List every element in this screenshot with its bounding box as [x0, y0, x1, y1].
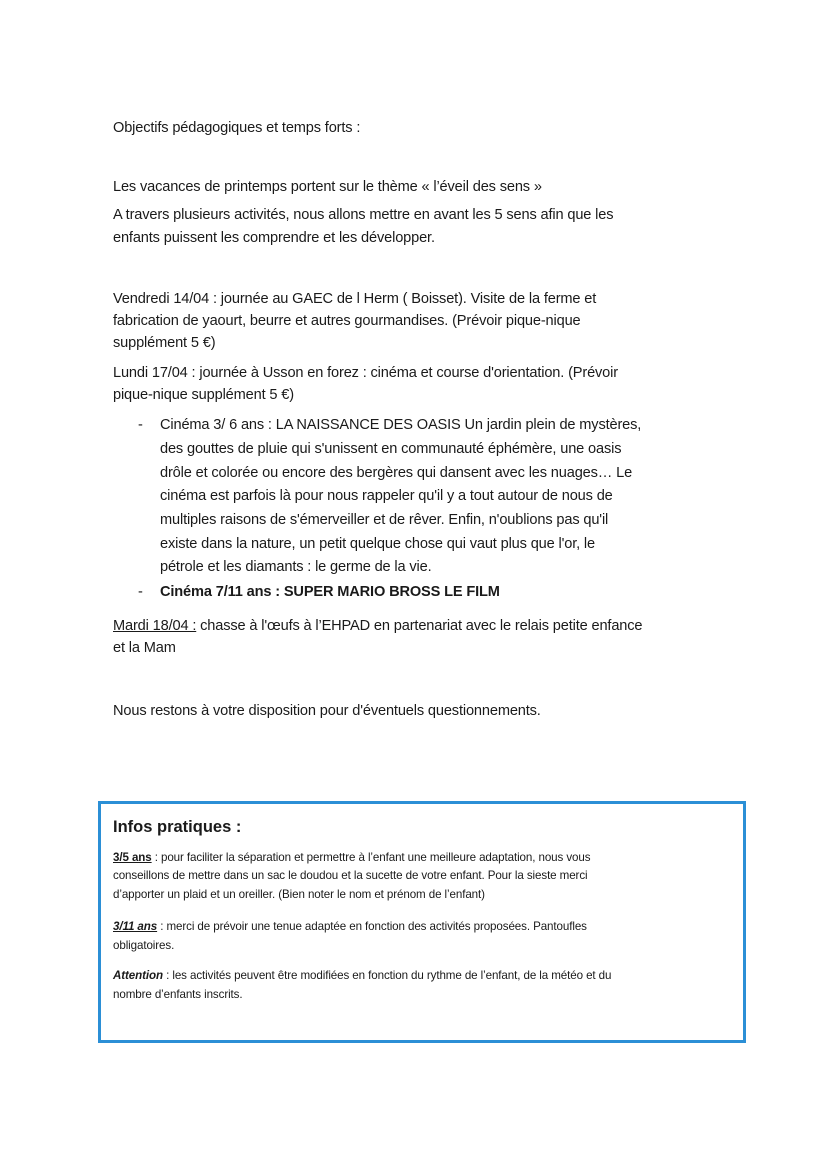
- cinema1-line: existe dans la nature, un petit quelque chose qui vaut plus que l'or, le: [160, 536, 595, 552]
- bullet-dash: -: [138, 417, 143, 433]
- lundi-line: pique-nique supplément 5 €): [113, 387, 294, 403]
- intro-line: enfants puissent les comprendre et les développer.: [113, 230, 435, 246]
- infos-line: obligatoires.: [113, 939, 175, 952]
- cinema1-line: des gouttes de pluie qui s'unissent en communauté éphémère, une oasis: [160, 441, 622, 457]
- infos-line: d’apporter un plaid et un oreiller. (Bien noter le nom et prénom de l’enfant): [113, 888, 485, 901]
- cinema2-line: Cinéma 7/11 ans : SUPER MARIO BROSS LE FILM: [160, 584, 500, 600]
- infos-line: conseillons de mettre dans un sac le doudou et la sucette de votre enfant. Pour la sieste merci: [113, 869, 588, 882]
- infos-line: [113, 849, 590, 867]
- theme-text: Les vacances de printemps portent sur le thème « l’éveil des sens »: [113, 179, 542, 195]
- bullet-dash: -: [138, 584, 143, 600]
- cinema1-line: pétrole et les diamants : le germe de la vie.: [160, 559, 432, 575]
- infos-line: [113, 967, 611, 985]
- closing-text: Nous restons à votre disposition pour d'éventuels questionnements.: [113, 703, 541, 719]
- cinema1-line: multiples raisons de s'émerveiller et de rêver. Enfin, n'oublions pas qu'il: [160, 512, 609, 528]
- label-3-11: 3/11 ans: [113, 920, 158, 933]
- cinema1-line: Cinéma 3/ 6 ans : LA NAISSANCE DES OASIS Un jardin plein de mystères,: [160, 417, 642, 433]
- lundi-line: Lundi 17/04 : journée à Usson en forez : cinéma et course d'orientation. (Prévoir: [113, 365, 618, 381]
- label-3-5: 3/5 ans: [113, 851, 152, 864]
- cinema1-line: cinéma est parfois là pour nous rappeler qu'il y a tout autour de nous de: [160, 488, 613, 504]
- mardi-text: chasse à l'œufs à l’EHPAD en partenariat avec le relais petite enfance: [196, 618, 643, 634]
- infos-text: : les activités peuvent être modifiées en fonction du rythme de l’enfant, de la météo et du: [162, 969, 612, 982]
- infos-line: nombre d’enfants inscrits.: [113, 988, 243, 1001]
- vendredi-line: supplément 5 €): [113, 335, 216, 351]
- infos-title: Infos pratiques :: [113, 818, 242, 836]
- mardi-line: et la Mam: [113, 640, 176, 656]
- infos-text: : pour faciliter la séparation et permettre à l’enfant une meilleure adaptation, nous vous: [151, 851, 591, 864]
- infos-pratiques-box: [98, 801, 746, 1043]
- heading: Objectifs pédagogiques et temps forts :: [113, 120, 361, 136]
- infos-line: [113, 918, 587, 936]
- mardi-label: Mardi 18/04 :: [113, 618, 197, 634]
- vendredi-line: fabrication de yaourt, beurre et autres gourmandises. (Prévoir pique-nique: [113, 313, 581, 329]
- cinema1-line: drôle et colorée ou encore des bergères qui dansent avec les nuages… Le: [160, 465, 633, 481]
- infos-text: : merci de prévoir une tenue adaptée en fonction des activités proposées. Pantoufles: [157, 920, 587, 933]
- vendredi-line: Vendredi 14/04 : journée au GAEC de l Herm ( Boisset). Visite de la ferme et: [113, 291, 597, 307]
- label-attention: Attention: [113, 969, 163, 982]
- intro-line: A travers plusieurs activités, nous allons mettre en avant les 5 sens afin que les: [113, 207, 614, 223]
- mardi-line: [113, 615, 642, 637]
